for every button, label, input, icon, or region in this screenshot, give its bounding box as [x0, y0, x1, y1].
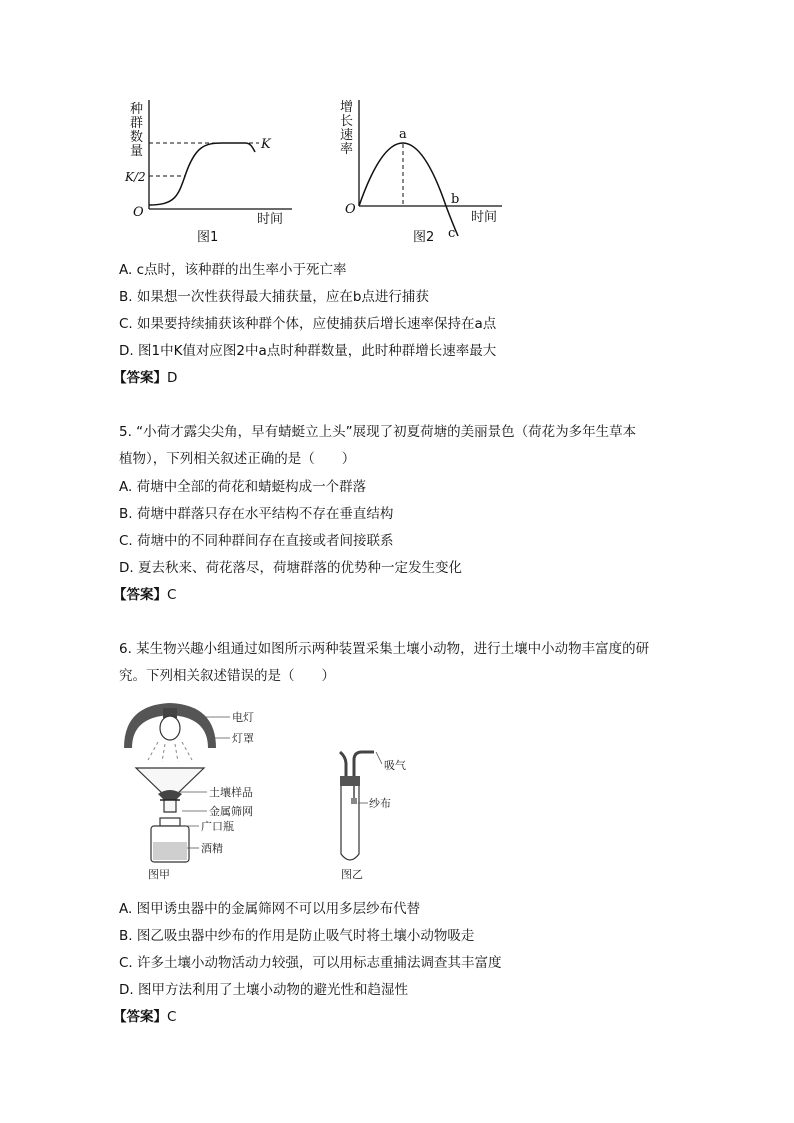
label-suck: 吸气 [384, 759, 406, 772]
label-bottle: 广口瓶 [201, 820, 234, 833]
fig1-caption: 图1 [197, 230, 219, 245]
q5-stem-line1: 5. “小荷才露尖尖角，早有蜻蜓立上头”展现了初夏荷塘的美丽景色（荷花为多年生草本 [119, 424, 637, 440]
fig2-xlabel: 时间 [471, 210, 498, 225]
fig1-ylabel-char: 数 [130, 130, 144, 145]
fig1-s-curve [149, 143, 255, 205]
fig2-growth-curve [359, 143, 458, 236]
fig1-ylabel-char: 量 [130, 144, 144, 159]
q4-answer [113, 366, 177, 386]
q5-option-c: C. 荷塘中的不同种群间存在直接或者间接联系 [119, 533, 394, 549]
q6-stem-line2: 究。下列相关叙述错误的是（ ） [119, 668, 335, 684]
alcohol-liquid [153, 842, 187, 860]
q5-option-d: D. 夏去秋来、荷花落尽，荷塘群落的优势种一定发生变化 [119, 560, 462, 576]
lamp-bulb-icon [160, 716, 180, 740]
q5-stem-line2: 植物），下列相关叙述正确的是（ ） [119, 451, 356, 467]
fig1-xlabel: 时间 [257, 212, 284, 227]
q4-option-a: A. c点时，该种群的出生率小于死亡率 [119, 262, 347, 278]
q4-answer-letter: D [167, 370, 178, 386]
q5-option-b: B. 荷塘中群落只存在水平结构不存在垂直结构 [119, 506, 394, 522]
fig2-point-a: a [399, 127, 407, 142]
fig1-origin: O [133, 205, 144, 220]
label-shade: 灯罩 [232, 732, 254, 745]
test-tube [341, 786, 359, 860]
q6-option-c: C. 许多土壤小动物活动力较强，可以用标志重捕法调查其丰富度 [119, 955, 502, 971]
label-lamp: 电灯 [232, 711, 254, 724]
gauze [351, 798, 357, 804]
aspirator-tube-right [354, 752, 374, 778]
aspirator-tube-left [340, 752, 346, 778]
light-rays [148, 742, 192, 762]
q5-answer [113, 583, 176, 603]
q5-option-a: A. 荷塘中全部的荷花和蜻蜓构成一个群落 [119, 479, 367, 495]
q6-answer-label: 【答案】 [113, 1009, 167, 1025]
label-alcohol: 酒精 [201, 842, 223, 855]
figure-q6-apparatus [0, 690, 794, 890]
fig2-ylabel-char: 长 [340, 114, 354, 129]
fig2-origin: O [345, 202, 356, 217]
fig2-ylabel-char: 速 [340, 128, 354, 143]
q6-option-b: B. 图乙吸虫器中纱布的作用是防止吸气时将土壤小动物吸走 [119, 928, 475, 944]
q6-option-a: A. 图甲诱虫器中的金属筛网不可以用多层纱布代替 [119, 901, 421, 917]
fig1-ylabel-char: 群 [130, 116, 144, 131]
rubber-stopper [340, 776, 360, 786]
label-soil: 土壤样品 [209, 786, 253, 799]
jar-neck [160, 818, 180, 826]
q6-stem-line1: 6. 某生物兴趣小组通过如图所示两种装置采集土壤小动物，进行土壤中小动物丰富度的研 [119, 641, 650, 657]
q4-answer-label: 【答案】 [113, 370, 167, 386]
fig-b-caption: 图乙 [341, 868, 363, 881]
fig2-caption: 图2 [413, 230, 435, 245]
q5-answer-letter: C [167, 587, 177, 603]
q4-option-d: D. 图1中K值对应图2中a点时种群数量，此时种群增长速率最大 [119, 343, 497, 359]
q4-option-c: C. 如果要持续捕获该种群个体，应使捕获后增长速率保持在a点 [119, 316, 497, 332]
q6-answer-letter: C [167, 1009, 177, 1025]
fig1-ylabel-char: 种 [130, 102, 144, 117]
label-mesh: 金属筛网 [209, 805, 253, 818]
q6-option-d: D. 图甲方法利用了土壤小动物的避光性和趋湿性 [119, 982, 408, 998]
q5-answer-label: 【答案】 [113, 587, 167, 603]
label-gauze: 纱布 [369, 797, 391, 810]
fig2-point-b: b [451, 192, 460, 207]
figure-1-s-curve [0, 0, 794, 260]
fig2-ylabel-char: 增 [340, 100, 354, 115]
q4-option-b: B. 如果想一次性获得最大捕获量，应在b点进行捕获 [119, 289, 429, 305]
q6-answer [113, 1005, 176, 1025]
fig2-point-c: c [448, 226, 456, 241]
fig1-k-label: K [261, 137, 271, 152]
fig2-ylabel-char: 率 [340, 142, 354, 157]
fig1-k2-label: K/2 [125, 170, 146, 184]
fig-a-caption: 图甲 [148, 868, 170, 881]
